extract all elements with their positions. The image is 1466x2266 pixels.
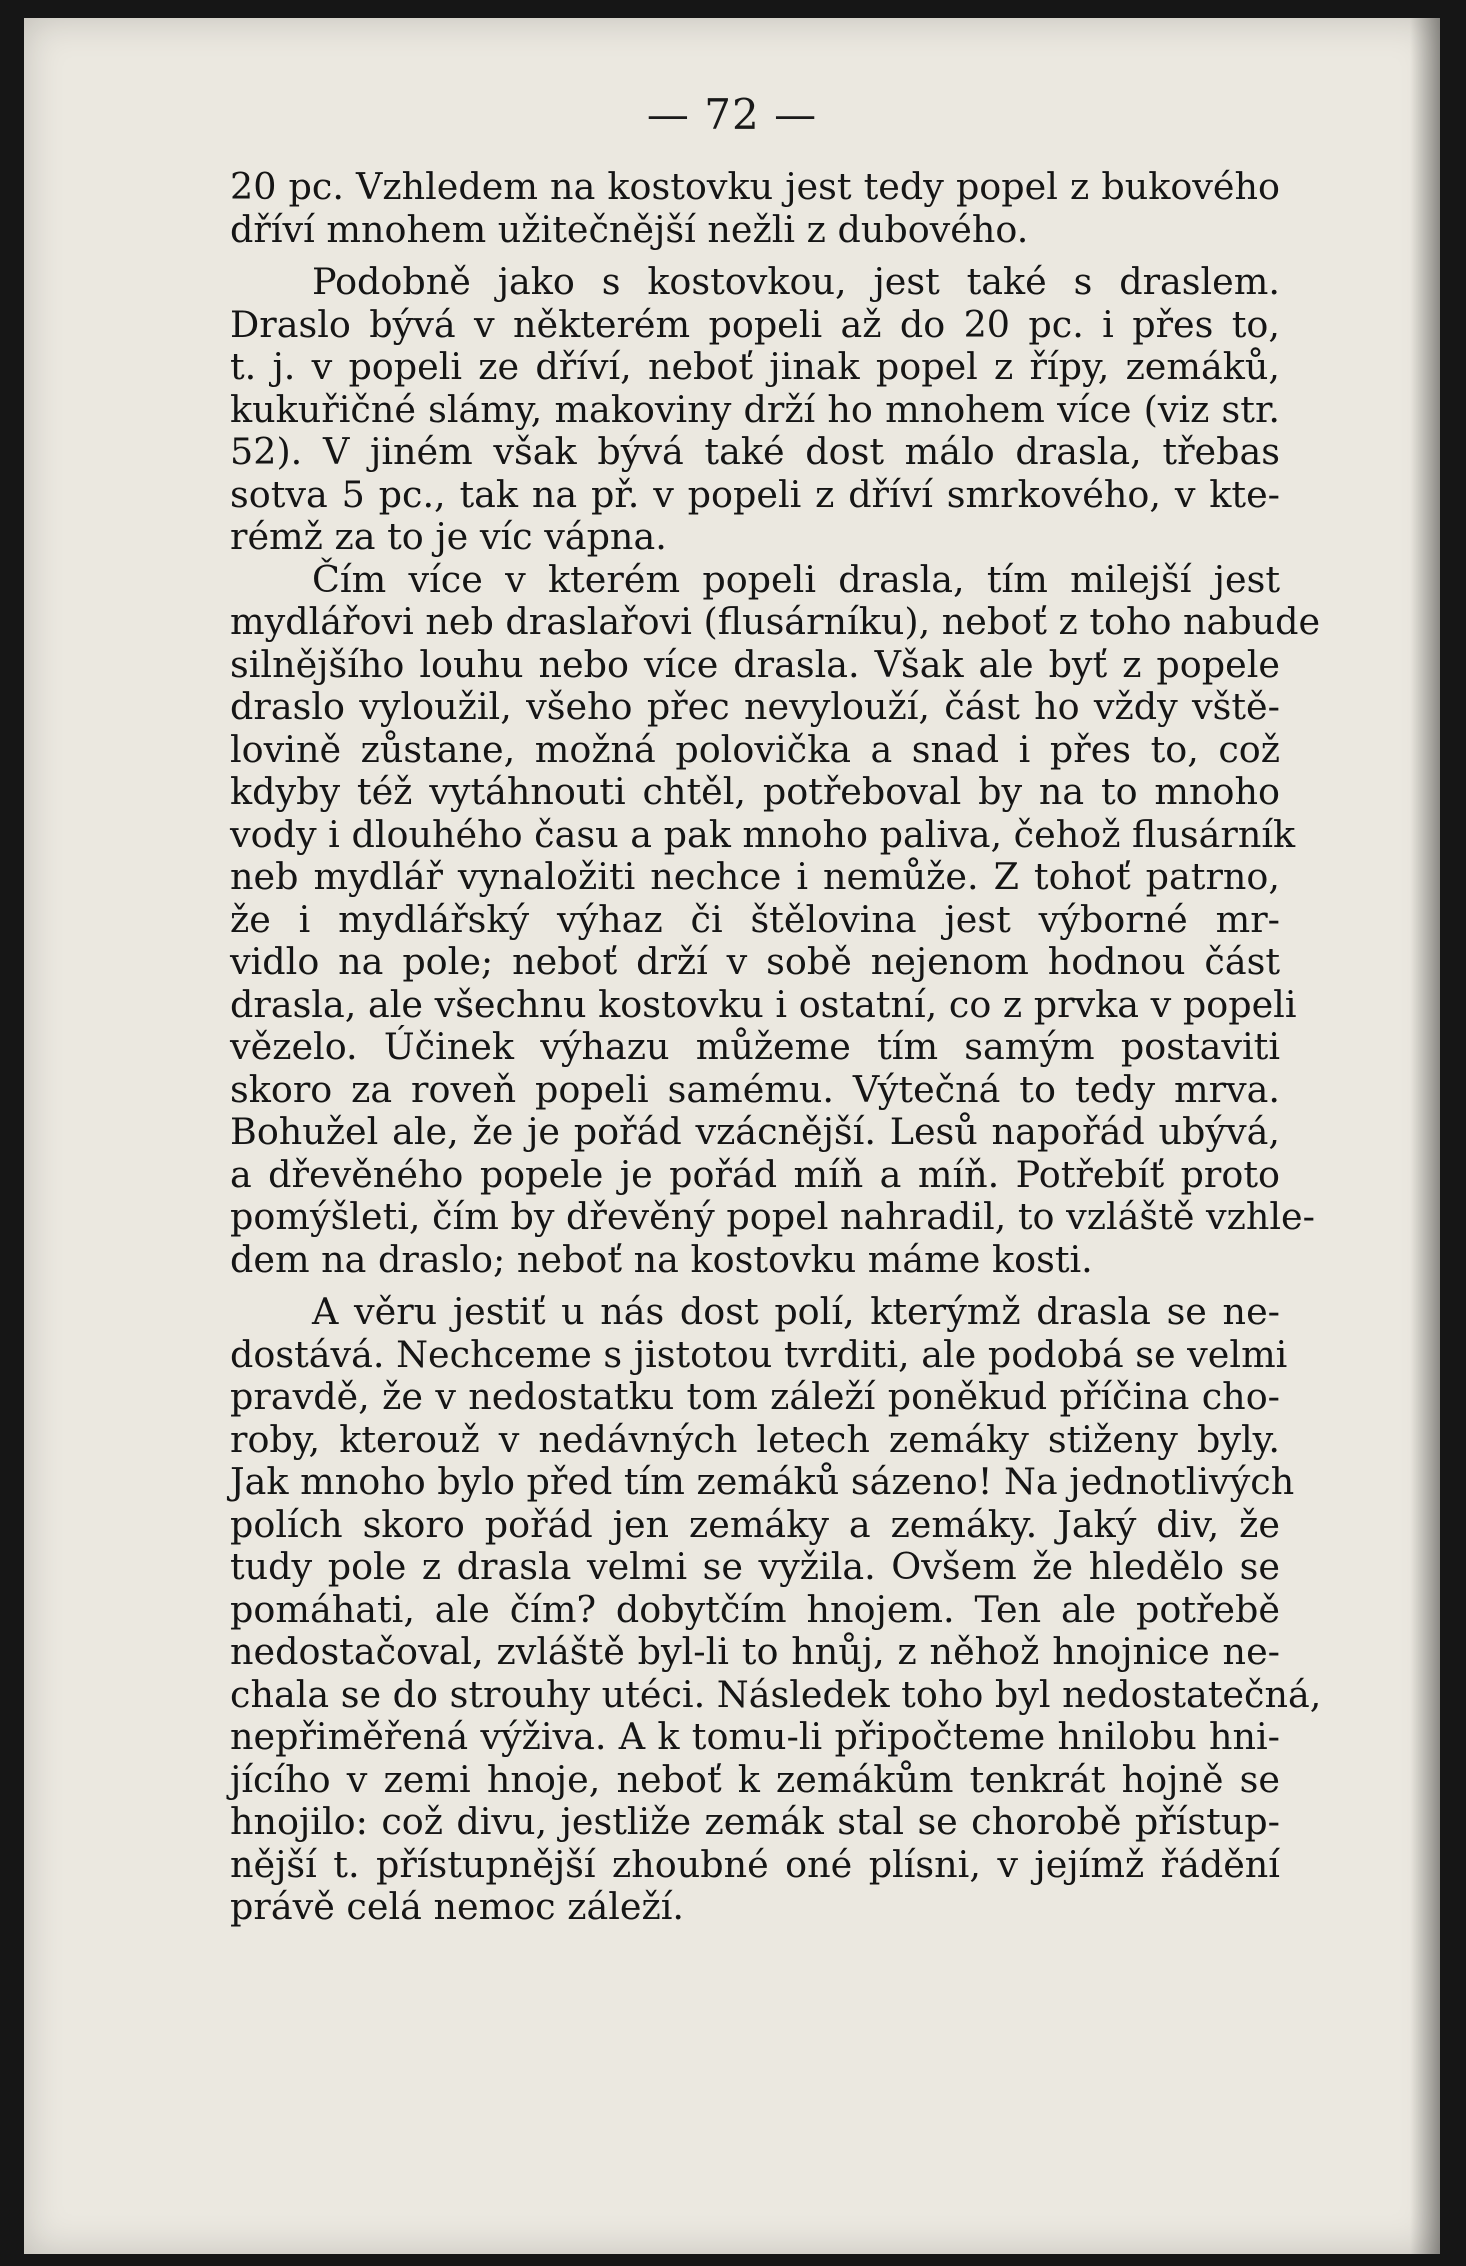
- text-line: pomáhati, ale čím? dobytčím hnojem. Ten ale potřebě: [230, 1587, 1280, 1631]
- text-line: dříví mnohem užitečnější nežli z dubového.: [230, 207, 1029, 251]
- text-line: a dřevěného popele je pořád míň a míň. Potřebíť proto: [230, 1152, 1280, 1196]
- text-line: draslo vyloužil, všeho přec nevylouží, část ho vždy vště-: [230, 685, 1280, 728]
- text-line: mydlářovi neb draslařovi (flusárníku), neboť z toho nabude: [230, 600, 1321, 643]
- text-line: nější t. přístupnější zhoubné oné plísni, v jejímž řádění: [230, 1842, 1280, 1886]
- text-line: nedostačoval, zvláště byl-li to hnůj, z něhož hnojnice ne-: [230, 1630, 1280, 1673]
- text-line: že i mydlářský výhaz či štělovina jest výborné mr-: [230, 897, 1280, 941]
- text-line: drasla, ale všechnu kostovku i ostatní, co z prvka v popeli: [230, 982, 1297, 1026]
- text-line: t. j. v popeli ze dříví, neboť jinak popel z řípy, zemáků,: [230, 345, 1280, 388]
- paragraph: [230, 261, 1280, 559]
- text-line: vidlo na pole; neboť drží v sobě nejenom hodnou část: [230, 940, 1280, 983]
- text-line: kukuřičné slámy, makoviny drží ho mnohem více (viz str.: [230, 387, 1280, 431]
- text-line: A věru jestiť u nás dost polí, kterýmž drasla se ne-: [312, 1290, 1280, 1333]
- text-line: Podobně jako s kostovkou, jest také s draslem.: [312, 260, 1280, 303]
- text-line: vody i dlouhého času a pak mnoho paliva, čehož flusárník: [230, 812, 1296, 856]
- text-line: sotva 5 pc., tak na př. v popeli z dříví smrkového, v kte-: [230, 472, 1280, 516]
- text-line: jícího v zemi hnoje, neboť k zemákům tenkrát hojně se: [230, 1757, 1280, 1801]
- text-line: Jak mnoho bylo před tím zemáků sázeno! Na jednotlivých: [230, 1460, 1295, 1503]
- book-page: [24, 18, 1440, 2254]
- text-line: pomýšleti, čím by dřevěný popel nahradil, to vzláště vzhle-: [230, 1195, 1315, 1238]
- text-line: dostává. Nechceme s jistotou tvrditi, ale podobá se velmi: [230, 1332, 1288, 1376]
- text-line: pravdě, že v nedostatku tom záleží poněkud příčina cho-: [230, 1375, 1280, 1418]
- paragraph: [230, 166, 1280, 251]
- text-line: hnojilo: což divu, jestliže zemák stal se chorobě přístup-: [230, 1800, 1280, 1843]
- paragraph: [230, 1290, 1322, 1929]
- paragraph: [230, 557, 1321, 1282]
- text-line: Bohužel ale, že je pořád vzácnější. Lesů napořád ubývá,: [230, 1110, 1280, 1153]
- page-edge-shadow: [1410, 18, 1440, 2254]
- text-line: 20 pc. Vzhledem na kostovku jest tedy popel z bukového: [230, 165, 1280, 208]
- text-line: kdyby též vytáhnouti chtěl, potřeboval by na to mnoho: [230, 770, 1280, 813]
- text-line: právě celá nemoc záleží.: [230, 1885, 684, 1928]
- text-line: chala se do strouhy utéci. Následek toho byl nedostatečná,: [230, 1672, 1322, 1716]
- body-text: [230, 165, 1322, 1929]
- text-line: polích skoro pořád jen zemáky a zemáky. Jaký div, že: [230, 1502, 1280, 1546]
- text-line: Draslo bývá v některém popeli až do 20 pc. i přes to,: [230, 302, 1280, 346]
- text-line: neb mydlář vynaložiti nechce i nemůže. Z tohoť patrno,: [230, 855, 1280, 898]
- text-line: rémž za to je víc vápna.: [230, 515, 667, 558]
- page-number: — 72 —: [646, 90, 818, 139]
- text-line: silnějšího louhu nebo více drasla. Však ale byť z popele: [230, 642, 1280, 686]
- text-line: skoro za roveň popeli samému. Výtečná to tedy mrva.: [230, 1067, 1280, 1111]
- text-line: tudy pole z drasla velmi se vyžila. Ovšem že hledělo se: [230, 1545, 1280, 1588]
- text-line: lovině zůstane, možná polovička a snad i přes to, což: [230, 727, 1280, 771]
- text-line: roby, kterouž v nedávných letech zemáky stiženy byly.: [230, 1417, 1280, 1461]
- text-line: dem na draslo; neboť na kostovku máme kosti.: [230, 1237, 1093, 1281]
- text-line: 52). V jiném však bývá také dost málo drasla, třebas: [230, 430, 1280, 473]
- text-line: vězelo. Účinek výhazu můžeme tím samým postaviti: [230, 1025, 1280, 1068]
- text-line: Čím více v kterém popeli drasla, tím milejší jest: [312, 557, 1280, 601]
- text-line: nepřiměřená výživa. A k tomu-li připočteme hnilobu hni-: [230, 1715, 1280, 1758]
